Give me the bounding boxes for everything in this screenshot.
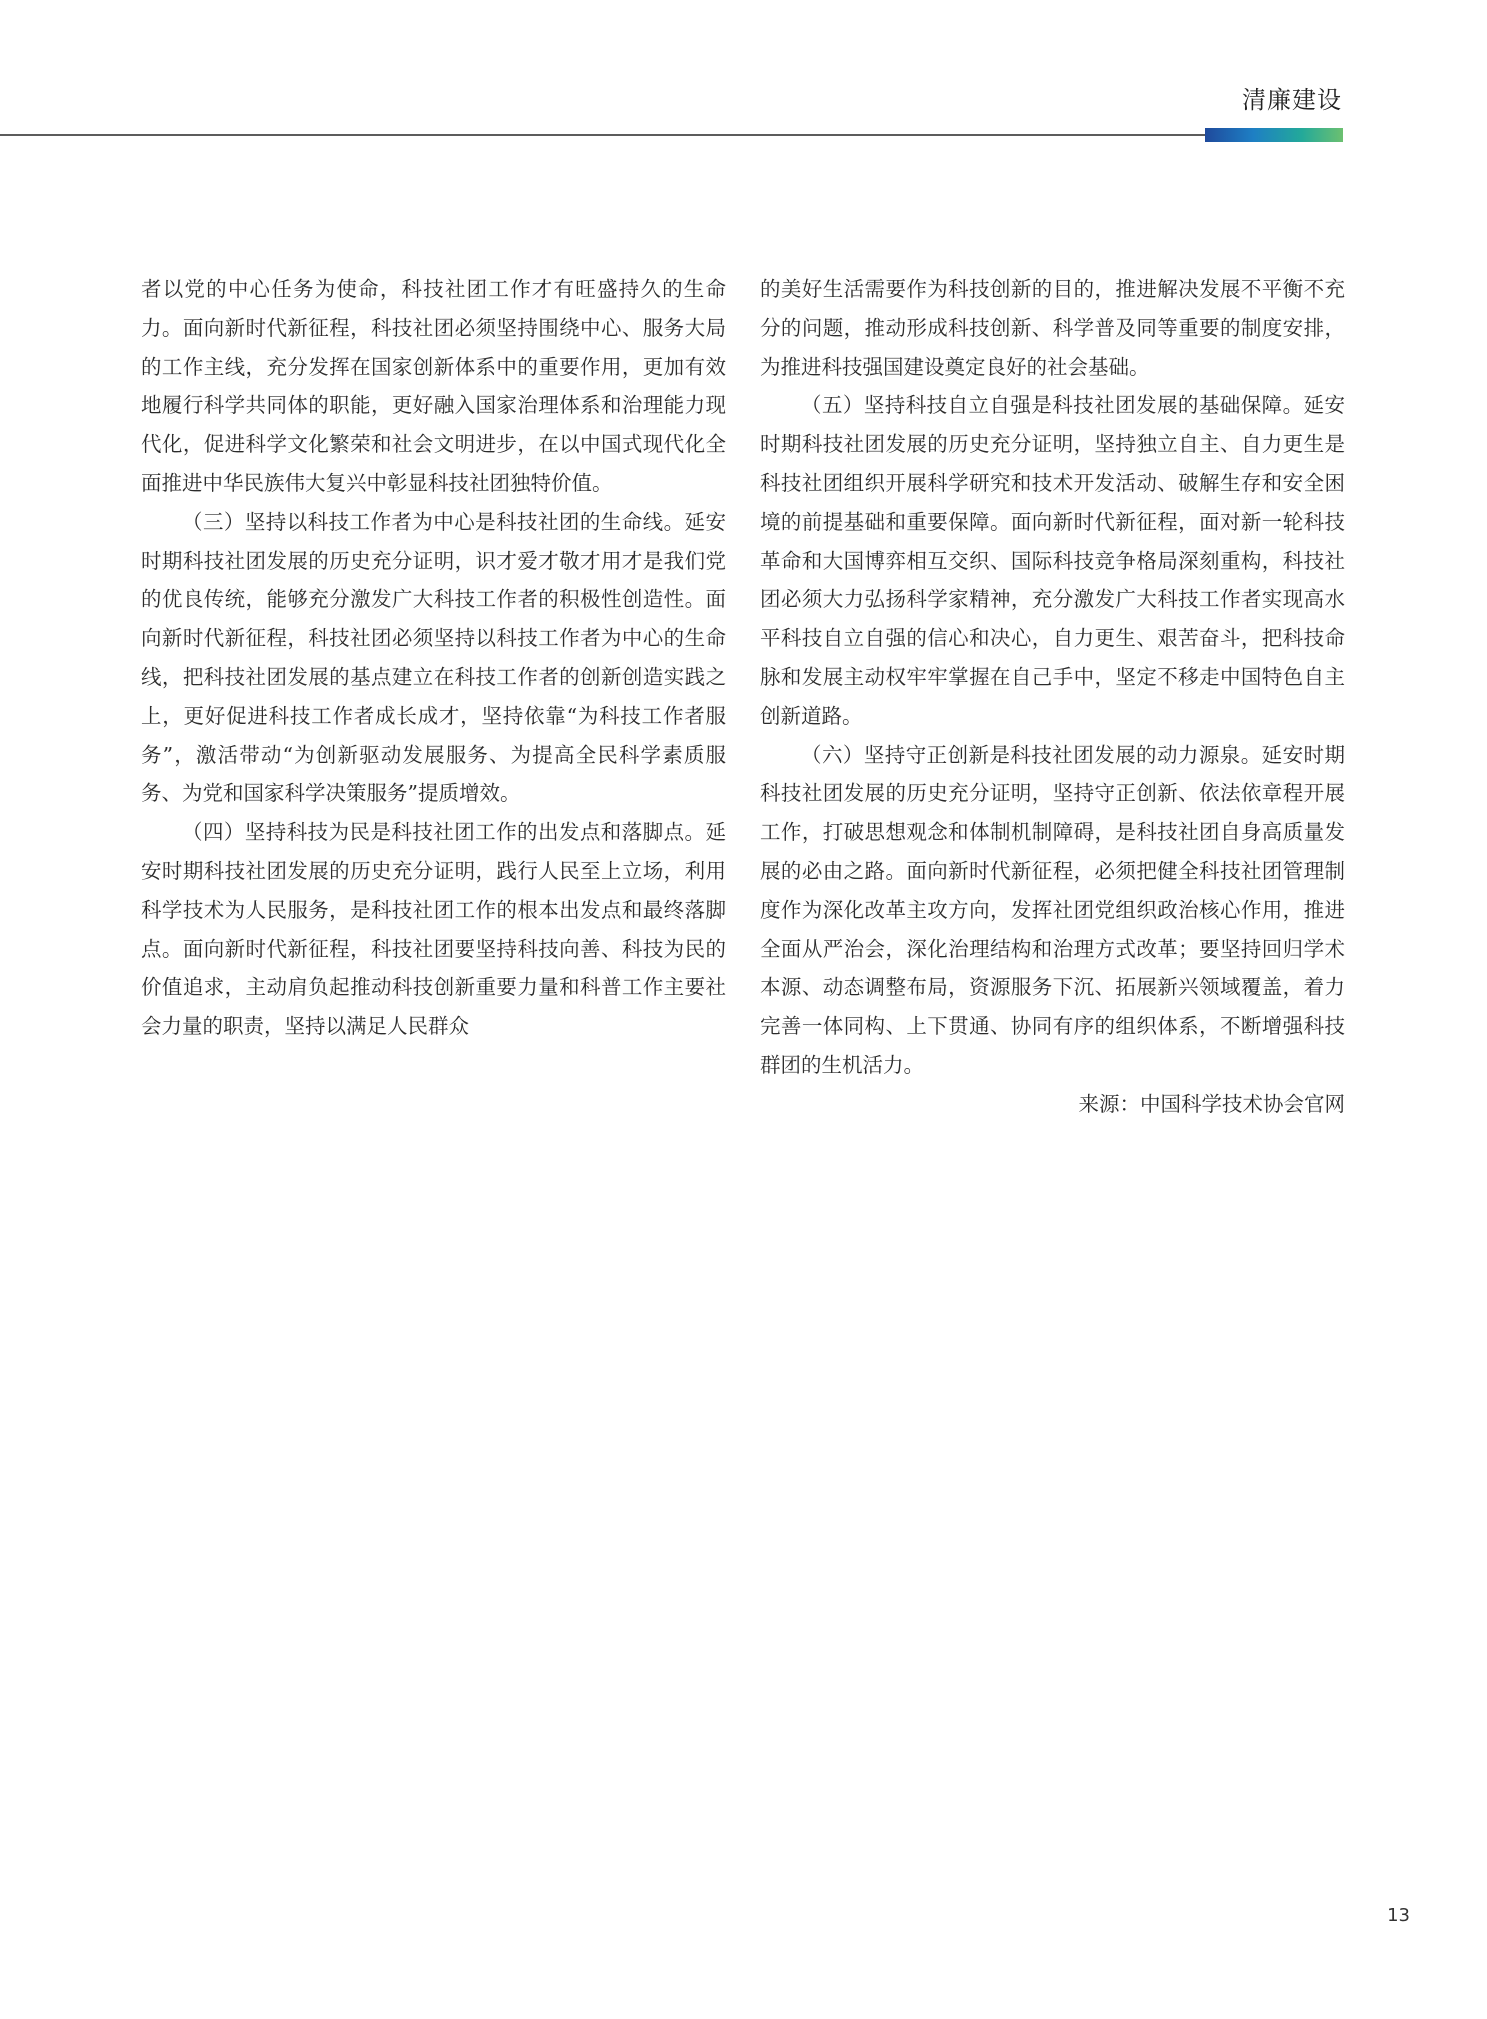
paragraph-section-4: （四）坚持科技为民是科技社团工作的出发点和落脚点。延安时期科技社团发展的历史充分证明，践行人民至上立场，利用科学技术为人民服务，是科技社团工作的根本出发点和最终落脚点。面向新时代新征程，科技社团要坚持科技向善、科技为民的价值追求，主动肩负起推动科技创新重要力量和科普工作主要社会力量的职责，坚持以满足人民群众 [141, 820, 726, 1039]
header-divider [0, 134, 1338, 136]
left-column [141, 270, 726, 1046]
page-number: 13 [1387, 1905, 1410, 1926]
header-accent-bar [1205, 128, 1343, 142]
paragraph-section-5: （五）坚持科技自立自强是科技社团发展的基础保障。延安时期科技社团发展的历史充分证明，坚持独立自主、自力更生是科技社团组织开展科学研究和技术开发活动、破解生存和安全困境的前提基础和重要保障。面向新时代新征程，面对新一轮科技革命和大国博弈相互交织、国际科技竞争格局深刻重构，科技社团必须大力弘扬科学家精神，充分激发广大科技工作者实现高水平科技自立自强的信心和决心，自力更生、艰苦奋斗，把科技命脉和发展主动权牢牢掌握在自己手中，坚定不移走中国特色自主创新道路。 [760, 393, 1345, 728]
right-column [760, 270, 1345, 1124]
paragraph-continued-right: 的美好生活需要作为科技创新的目的，推进解决发展不平衡不充分的问题，推动形成科技创新、科学普及同等重要的制度安排，为推进科技强国建设奠定良好的社会基础。 [760, 277, 1345, 379]
paragraph-section-3: （三）坚持以科技工作者为中心是科技社团的生命线。延安时期科技社团发展的历史充分证明，识才爱才敬才用才是我们党的优良传统，能够充分激发广大科技工作者的积极性创造性。面向新时代新征程，科技社团必须坚持以科技工作者为中心的生命线，把科技社团发展的基点建立在科技工作者的创新创造实践之上，更好促进科技工作者成长成才，坚持依靠“为科技工作者服务”，激活带动“为创新驱动发展服务、为提高全民科学素质服务、为党和国家科学决策服务”提质增效。 [141, 509, 726, 806]
paragraph-section-6: （六）坚持守正创新是科技社团发展的动力源泉。延安时期科技社团发展的历史充分证明，坚持守正创新、依法依章程开展工作，打破思想观念和体制机制障碍，是科技社团自身高质量发展的必由之路。面向新时代新征程，必须把健全科技社团管理制度作为深化改革主攻方向，发挥社团党组织政治核心作用，推进全面从严治会，深化治理结构和治理方式改革；要坚持回归学术本源、动态调整布局，资源服务下沉、拓展新兴领域覆盖，着力完善一体同构、上下贯通、协同有序的组织体系，不断增强科技群团的生机活力。 [760, 742, 1345, 1077]
source-credit: 来源：中国科学技术协会官网 [1078, 1091, 1345, 1116]
section-title: 清廉建设 [1242, 86, 1342, 114]
paragraph-continued: 者以党的中心任务为使命，科技社团工作才有旺盛持久的生命力。面向新时代新征程，科技社团必须坚持围绕中心、服务大局的工作主线，充分发挥在国家创新体系中的重要作用，更加有效地履行科学共同体的职能，更好融入国家治理体系和治理能力现代化，促进科学文化繁荣和社会文明进步，在以中国式现代化全面推进中华民族伟大复兴中彰显科技社团独特价值。 [141, 277, 726, 495]
